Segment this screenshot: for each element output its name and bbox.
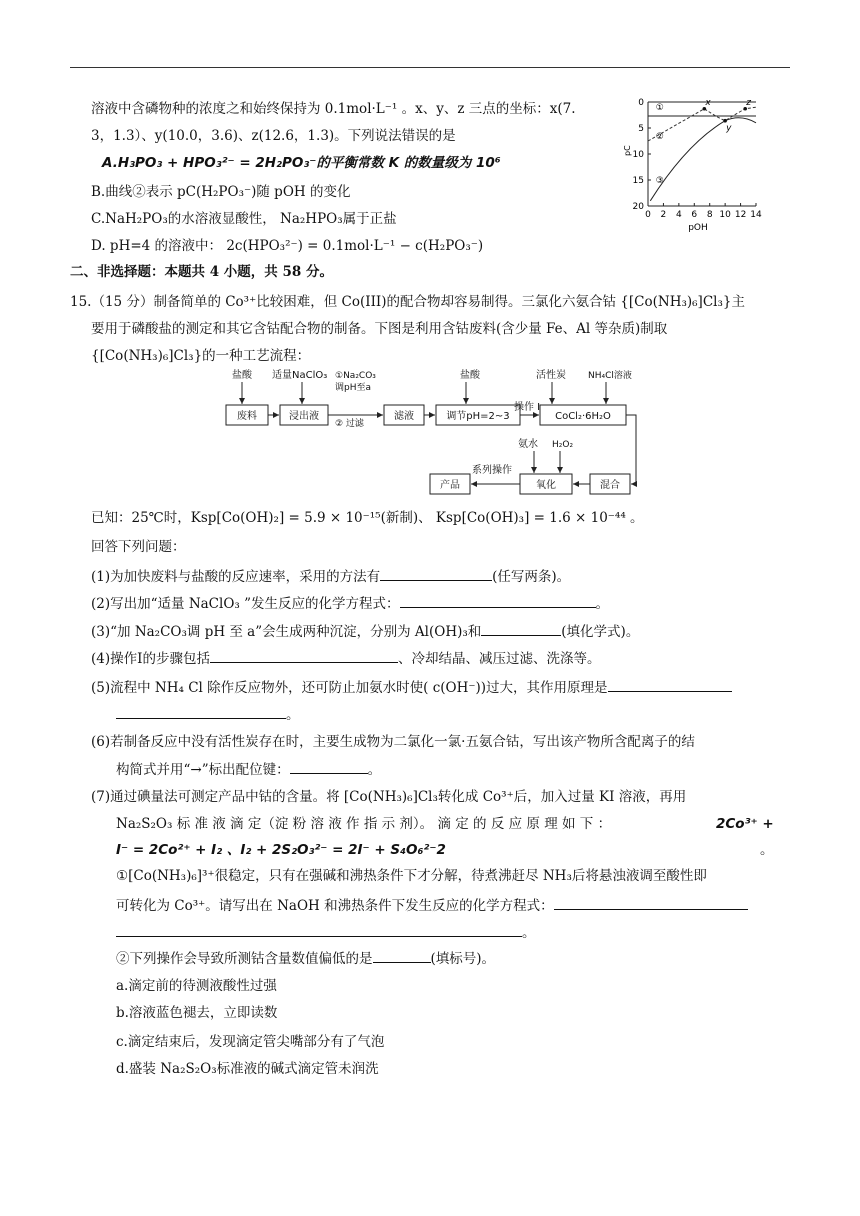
part-5-blank-2[interactable] [116, 704, 286, 719]
part-7-sub-2-text: ②下列操作会导致所测钴含量数值偏低的是 [116, 951, 373, 967]
part-3-tail: (填化学式)。 [561, 624, 640, 640]
reagent-na2co3: ①Na₂CO₃ [335, 371, 376, 381]
y-tick-15: 15 [632, 176, 644, 186]
x-tick-4: 4 [675, 210, 682, 220]
y-tick-5: 5 [638, 124, 644, 134]
y-tick-10: 10 [632, 150, 644, 160]
option-b: b.溶液蓝色褪去，立即读数 [116, 1005, 278, 1021]
box-mix-label: 混合 [600, 480, 620, 491]
x-axis-label: pOH [688, 223, 708, 233]
section-2-heading: 二、非选择题：本题共 4 小题，共 58 分。 [70, 264, 333, 280]
option-a: a.滴定前的待测液酸性过强 [116, 978, 277, 994]
part-7-sub-1-tail: 。 [522, 925, 536, 941]
curve-label-3: ③ [655, 176, 664, 186]
q14-line-1: 溶液中含磷物种的浓度之和始终保持为 0.1mol·L⁻¹ 。x、y、z 三点的坐标：x(7. [91, 101, 576, 117]
pc-poh-chart [622, 96, 772, 236]
part-6: (6)若制备反应中没有活性炭存在时，主要生成物为二氯化一氯·五氨合钴，写出该产物所含配离子的结 [91, 734, 695, 750]
x-tick-10: 10 [719, 210, 731, 220]
part-7-line-3: I⁻ = 2Co²⁺ + I₂ 、I₂ + 2S₂O₃²⁻ = 2I⁻ + S₄O₆²⁻2 [116, 842, 446, 858]
point-label-y: y [726, 123, 732, 134]
y-axis-label: pC [623, 145, 632, 156]
q14-option-a: A.H₃PO₃ + HPO₃²⁻ = 2H₂PO₃⁻的平衡常数 K 的数量级为 10⁶ [102, 155, 501, 171]
reagent-nh4cl: NH₄Cl溶液 [588, 371, 632, 381]
part-5-blank[interactable] [608, 677, 732, 692]
q14-option-c: C.NaH₂PO₃的水溶液显酸性， Na₂HPO₃属于正盐 [91, 211, 397, 227]
part-4-blank[interactable] [210, 648, 398, 663]
part-7-line-1: (7)通过碘量法可测定产品中钴的含量。将 [Co(NH₃)₆]Cl₃转化成 Co³⁺后，加入过量 KI 溶液，再用 [91, 789, 687, 805]
q14-line-2: 3，1.3）、y(10.0，3.6)、z(12.6，1.3)。下列说法错误的是 [91, 128, 456, 144]
part-5-line-2 [116, 704, 300, 725]
part-6-blank[interactable] [290, 759, 368, 774]
part-6-text: 构简式并用“→”标出配位键： [116, 762, 290, 778]
process-flow-diagram [222, 366, 652, 498]
box-waste-label: 废料 [237, 411, 257, 422]
x-tick-12: 12 [734, 210, 747, 220]
part-7-sub-2-tail: (填标号)。 [430, 951, 496, 967]
answer-prompt: 回答下列问题： [91, 539, 186, 555]
reagent-hcl-2: 盐酸 [460, 370, 480, 381]
part-3-blank[interactable] [481, 621, 561, 636]
part-2-text: (2)写出加“适量 NaClO₃ ”发生反应的化学方程式： [91, 596, 400, 612]
box-product-label: 产品 [440, 480, 460, 491]
x-tick-14: 14 [750, 210, 762, 220]
part-1-text: (1)为加快废料与盐酸的反应速率，采用的方法有 [91, 569, 381, 585]
box-adjust-ph-label: 调节pH=2~3 [446, 411, 510, 422]
part-7-sub-1-blank-2[interactable] [116, 922, 522, 937]
header-rule [70, 67, 790, 68]
x-tick-8: 8 [706, 210, 713, 220]
x-tick-2: 2 [660, 210, 667, 220]
q14-option-d: D. pH=4 的溶液中： 2c(HPO₃²⁻) = 0.1mol·L⁻¹ − c(H₂PO₃⁻) [91, 238, 484, 254]
part-1 [91, 566, 570, 587]
y-tick-0: 0 [638, 98, 644, 108]
option-c: c.滴定结束后，发现滴定管尖嘴部分有了气泡 [116, 1034, 385, 1050]
reagent-naclo3: 适量NaClO₃ [272, 370, 328, 381]
reagent-h2o2: H₂O₂ [552, 440, 574, 450]
reagent-adjust-ph: 调pH至a [335, 383, 371, 393]
part-4 [91, 648, 600, 669]
op-1-label: 操作 I [514, 402, 541, 413]
x-tick-0: 0 [645, 210, 651, 220]
reagent-activated-carbon: 活性炭 [536, 370, 566, 381]
series-op-label: 系列操作 [472, 465, 512, 476]
box-filtrate-label: 滤液 [394, 411, 414, 422]
box-cocl2-label: CoCl₂·6H₂O [555, 411, 611, 422]
reagent-hcl-1: 盐酸 [232, 370, 252, 381]
part-6-tail: 。 [367, 762, 382, 778]
part-7-line-3-tail: 。 [760, 842, 774, 858]
part-2-tail: 。 [595, 596, 609, 612]
point-y [723, 119, 727, 123]
q15-intro-1: 15.（15 分）制备简单的 Co³⁺比较困难，但 Co(III)的配合物却容易制得。三氯化六氨合钴 {[Co(NH₃)₆]Cl₃}主 [70, 294, 745, 310]
point-label-x: x [705, 97, 711, 108]
reagent-ammonia: 氨水 [518, 439, 538, 450]
option-d: d.盛装 Na₂S₂O₃标准液的碱式滴定管未润洗 [116, 1061, 379, 1077]
part-7-sub-1-line-3 [116, 922, 536, 943]
part-6-line-2 [116, 759, 381, 780]
part-3-text: (3)“加 Na₂CO₃调 pH 至 a”会生成两种沉淀，分别为 Al(OH)₃和 [91, 624, 482, 640]
curve-label-1: ① [655, 103, 664, 114]
part-4-text: (4)操作Ⅰ的步骤包括 [91, 651, 210, 667]
part-7-sub-1-text: 可转化为 Co³⁺。请写出在 NaOH 和沸热条件下发生反应的化学方程式： [116, 898, 554, 914]
part-5-text: (5)流程中 NH₄ Cl 除作反应物外，还可防止加氨水时使( c(OH⁻))过大，其作用原理是 [91, 680, 608, 696]
part-7-sub-1-line-2 [116, 895, 748, 916]
q15-intro-2: 要用于磷酸盐的测定和其它含钴配合物的制备。下图是利用含钴废料(含少量 Fe、Al 等杂质)制取 [91, 321, 668, 337]
known-ksp: 已知：25℃时，Ksp[Co(OH)₂] = 5.9 × 10⁻¹⁵(新制)、 Ksp[Co(OH)₃] = 1.6 × 10⁻⁴⁴ 。 [91, 510, 644, 526]
part-7-sub-2 [116, 948, 495, 969]
part-3 [91, 621, 639, 642]
part-2-blank[interactable] [400, 593, 596, 608]
curve-label-2: ② [655, 131, 664, 142]
q15-intro-3: {[Co(NH₃)₆]Cl₃}的一种工艺流程： [91, 348, 311, 364]
part-1-tail: (任写两条)。 [492, 569, 571, 585]
part-7-line-2-eq: 2Co³⁺ + [716, 816, 774, 832]
part-1-blank[interactable] [380, 566, 492, 581]
reagent-filter: ② 过滤 [335, 419, 364, 429]
box-oxidize-label: 氧化 [536, 480, 556, 491]
part-7-sub-1-blank[interactable] [554, 895, 748, 910]
part-7-sub-1: ①[Co(NH₃)₆]³⁺很稳定，只有在强碱和沸热条件下才分解，待煮沸赶尽 NH₃后将悬浊液调至酸性即 [116, 868, 707, 884]
part-4-tail: 、冷却结晶、减压过滤、洗涤等。 [397, 651, 601, 667]
part-7-line-2: Na₂S₂O₃ 标 准 液 滴 定（淀 粉 溶 液 作 指 示 剂）。 滴 定 的 反 应 原 理 如 下 ： [116, 816, 612, 832]
y-tick-20: 20 [632, 202, 644, 212]
part-2 [91, 593, 609, 614]
part-5 [91, 677, 732, 698]
point-label-z: z [746, 97, 751, 108]
x-tick-6: 6 [691, 210, 698, 220]
box-leachate-label: 浸出液 [289, 411, 319, 422]
part-5-tail: 。 [286, 707, 300, 723]
part-7-sub-2-blank[interactable] [373, 948, 431, 963]
q14-option-b: B.曲线②表示 pC(H₂PO₃⁻)随 pOH 的变化 [91, 184, 351, 200]
curve-2 [648, 107, 756, 141]
